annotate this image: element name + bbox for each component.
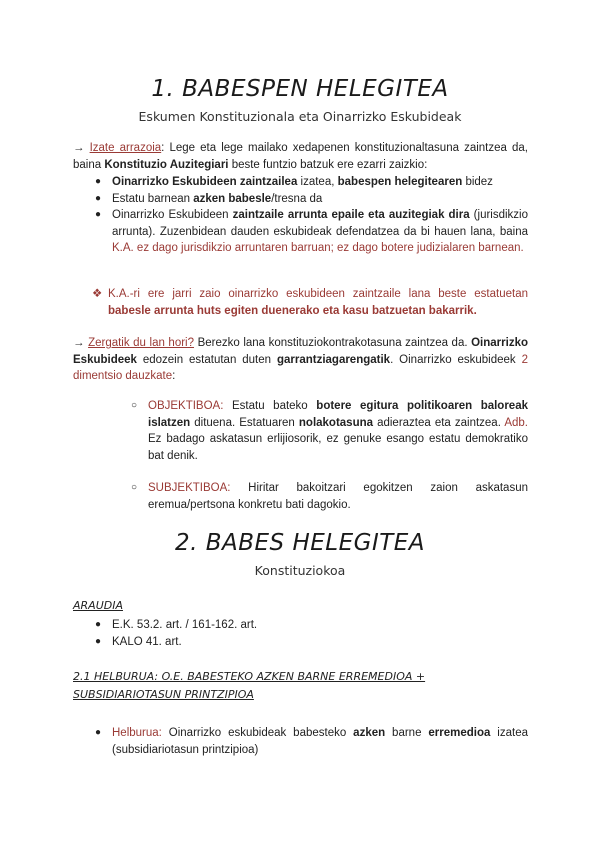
araudia-heading: ARAUDIA (73, 599, 123, 612)
zergatik-paragraph (73, 335, 528, 385)
text: Oinarrizko eskubideak babesteko (161, 727, 354, 739)
section1-subtitle: Eskumen Konstituzionala eta Oinarrizko Eskubideak (138, 109, 462, 124)
text: izatea, (297, 176, 338, 188)
text: Berezko lana konstituziokontrakotasuna zaintzea da. (194, 337, 472, 349)
highlight-bold-text: babesle arrunta huts egiten duenerako eta kasu batzuetan bakarrik. (108, 304, 477, 317)
highlight-text: K.A.-ri ere jarri zaio oinarrizko eskubideen zaintzaile lana beste estatuetan (108, 288, 528, 300)
bullet-icon: ● (95, 727, 102, 738)
dimensions-list (131, 398, 528, 513)
bullet-icon: ● (95, 192, 102, 204)
section2-subtitle: Konstituziokoa (254, 563, 346, 578)
arrow-icon: → (73, 142, 85, 154)
text: Ez badago askatasun erlijiosorik, ez genuke esango estatu demokratiko bat denik. (148, 433, 528, 462)
text: Estatu barnean (112, 192, 194, 205)
highlight-text: K.A. ez dago jurisdikzio arruntaren barruan; ez dago botere judizialaren barnean. (112, 242, 524, 254)
text: Hiritar bakoitzari egokitzen zaion askatasun eremua/pertsona konkretu bati dagokio. (148, 482, 528, 511)
list-item (92, 207, 528, 257)
section2-title: 2. BABES HELEGITEA (174, 530, 426, 556)
list-item (92, 634, 528, 651)
izate-arrazoia-link[interactable]: Izate arrazoia (89, 142, 162, 154)
highlight-text: Adb. (504, 416, 528, 429)
highlight-text: 2 dimentsio dauzkate (73, 353, 528, 382)
list-item (92, 617, 528, 634)
functions-list (92, 174, 528, 257)
text: : Lege eta lege mailako xedapenen konstituzionaltasuna zaintzea da, baina (73, 142, 528, 171)
bold-text: garrantziagarengatik (276, 353, 391, 366)
list-item (131, 398, 528, 464)
zergatik-link[interactable]: Zergatik du lan hori? (88, 337, 195, 349)
circle-bullet-icon: ○ (131, 400, 138, 411)
text: /tresna da (271, 192, 323, 205)
text: E.K. 53.2. art. / 161-162. art. (112, 619, 258, 631)
bold-text: azken babesle (193, 192, 272, 205)
list-item (92, 191, 528, 208)
section1-title: 1. BABESPEN HELEGITEA (151, 76, 449, 102)
list-item (92, 725, 528, 758)
star-note (92, 286, 528, 319)
text: KALO 41. art. (112, 635, 182, 648)
list-item (131, 480, 528, 513)
diamond-star-icon: ❖ (92, 288, 103, 300)
bold-text: azken (353, 727, 386, 739)
dimension-label: SUBJEKTIBOA: (148, 482, 231, 494)
text: (jurisdikzio arrunta). Zuzenbidean dauden eskubideak defendatzea da bi hauen lana, baina (112, 209, 529, 238)
text: Oinarrizko Eskubideen (112, 209, 233, 221)
text: dituena. Estatuaren (190, 416, 299, 429)
text: . Oinarrizko eskubideek (390, 353, 522, 366)
bullet-icon: ● (95, 619, 102, 630)
text: adieraztea eta zaintzea. (373, 416, 505, 429)
bold-text: zaintzaile arrunta epaile eta auzitegiak dira (232, 209, 470, 221)
bold-text: Oinarrizko Eskubideek (73, 337, 528, 366)
helburua-heading: 2.1 HELBURUA: O.E. BABESTEKO AZKEN BARNE ERREMEDIOA + SUBSIDIARIOTASUN PRINTZIPIOA (73, 670, 426, 701)
bold-text: Konstituzio Auzitegiari (104, 158, 229, 171)
bold-text: babespen helegitearen (337, 176, 463, 188)
bold-text: botere egitura politikoaren baloreak islatzen (148, 400, 528, 429)
circle-bullet-icon: ○ (131, 482, 138, 493)
text: bidez (462, 176, 493, 188)
bullet-icon: ● (95, 176, 102, 187)
bullet-icon: ● (95, 209, 102, 220)
list-item (92, 174, 528, 191)
text: izatea (subsidiariotasun printzipioa) (112, 727, 528, 756)
bold-text: erremedioa (428, 727, 491, 739)
dimension-label: OBJEKTIBOA: (148, 400, 224, 412)
bold-text: nolakotasuna (298, 416, 374, 429)
bullet-icon: ● (95, 635, 102, 647)
text: : (172, 370, 176, 382)
text: beste funtzio batzuk ere ezarri zaizkio: (228, 158, 428, 171)
text: barne (385, 727, 429, 739)
araudia-list (92, 617, 528, 650)
intro-paragraph (73, 140, 528, 173)
text: edozein estatutan duten (136, 353, 277, 366)
text: Estatu bateko (223, 400, 317, 412)
highlight-text: Helburua: (112, 727, 162, 739)
bold-text: Oinarrizko Eskubideen zaintzailea (112, 176, 298, 188)
helburua-list (92, 725, 528, 758)
arrow-icon: → (73, 337, 85, 349)
